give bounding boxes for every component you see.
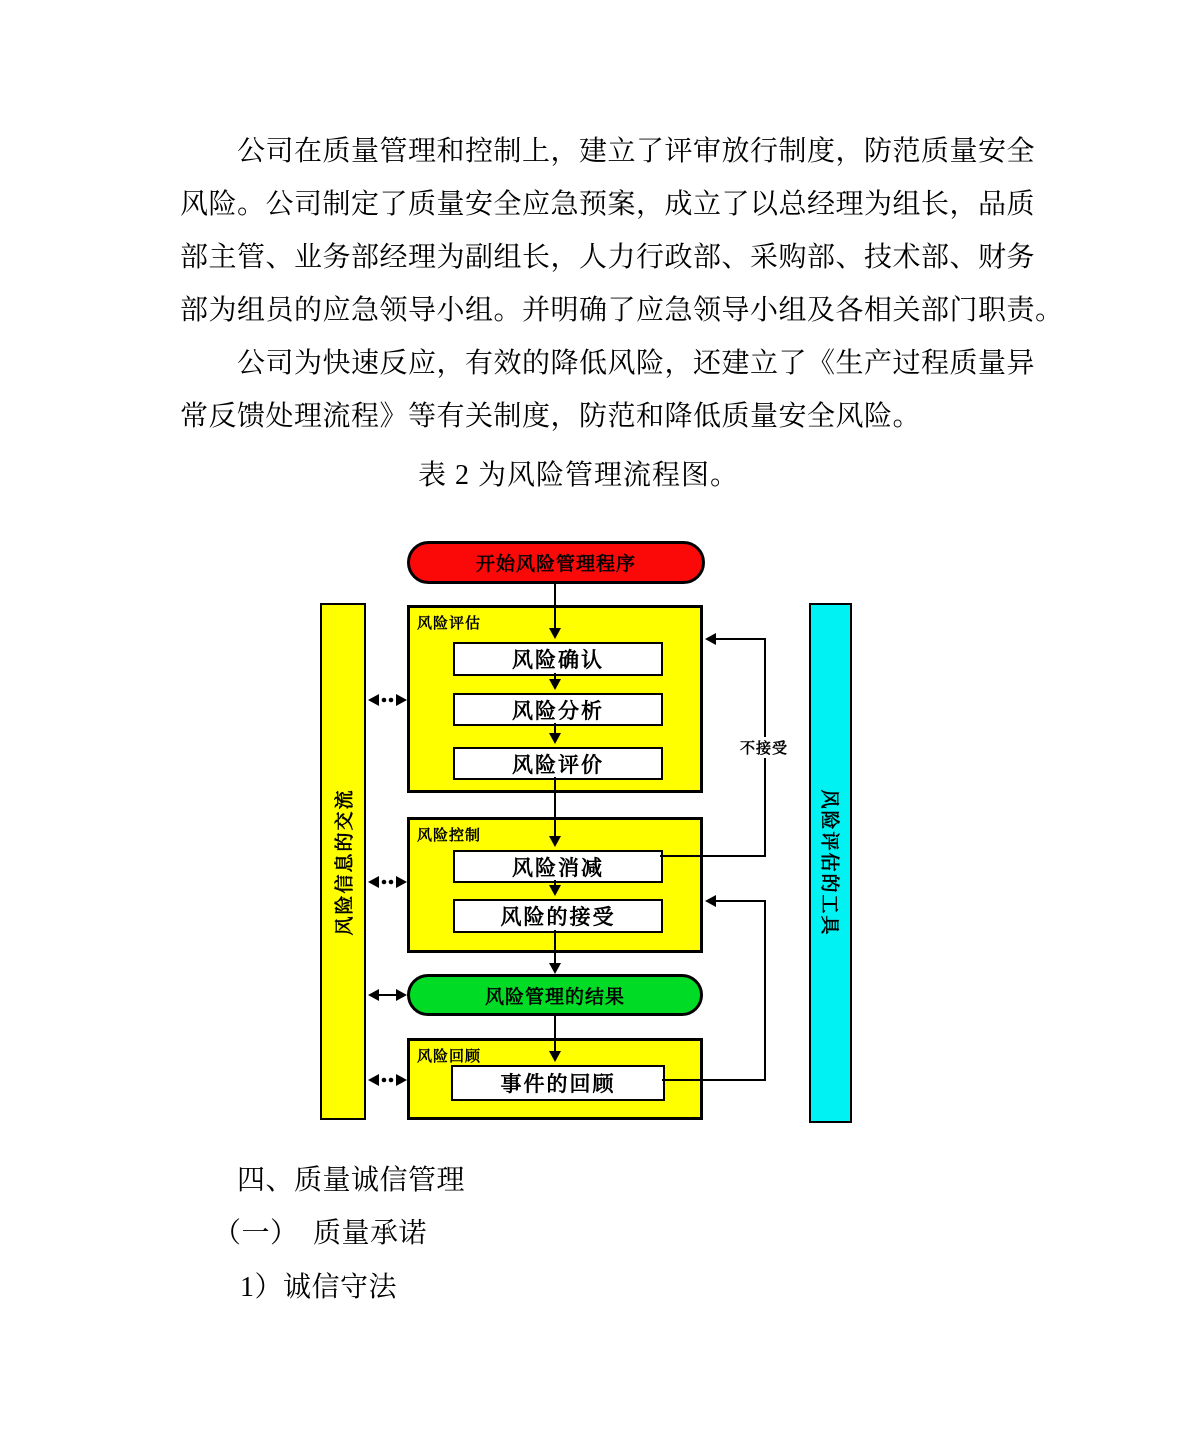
group-risk-assessment [407,605,703,793]
dotted-link-control [368,876,407,888]
result-node [407,974,703,1016]
item-heading: 1）诚信守法 [240,1272,398,1303]
right-bar-assessment-tools [809,603,852,1123]
paragraph-line: 部为组员的应急领导小组。并明确了应急领导小组及各相关部门职责。 [180,295,1064,326]
subsection-heading: （一） 质量承诺 [213,1218,428,1249]
group-risk-review-label: 风险回顾 [417,1048,482,1065]
section-heading: 四、质量诚信管理 [237,1165,466,1196]
table-caption: 表 2 为风险管理流程图。 [417,460,739,491]
dotted-link-assessment [368,694,407,706]
result-node-label: 风险管理的结果 [484,986,625,1008]
group-risk-control-label: 风险控制 [417,827,482,844]
paragraph-line: 公司为快速反应，有效的降低风险，还建立了《生产过程质量异 [237,348,1036,379]
solid-link-result [368,989,407,1001]
paragraph-line: 公司在质量管理和控制上，建立了评审放行制度，防范质量安全 [237,136,1036,167]
paragraph-line: 常反馈处理流程》等有关制度，防范和降低质量安全风险。 [180,401,922,432]
node-risk-confirmation: 风险确认 [453,642,663,676]
right-bar-label: 风险评估的工具 [818,789,839,937]
group-risk-assessment-label: 风险评估 [417,615,482,632]
node-risk-acceptance: 风险的接受 [453,899,663,933]
paragraph-line: 风险。公司制定了质量安全应急预案，成立了以总经理为组长，品质 [180,189,1036,220]
left-bar-risk-communication [320,603,366,1120]
node-risk-reduction: 风险消减 [453,850,663,883]
start-node [407,541,705,584]
dotted-link-review [368,1074,407,1086]
node-event-review: 事件的回顾 [451,1065,665,1101]
group-risk-review [407,1038,703,1120]
left-bar-label: 风险信息的交流 [334,787,356,936]
start-node-label: 开始风险管理程序 [475,554,636,575]
paragraph-line: 部主管、业务部经理为副组长，人力行政部、采购部、技术部、财务 [180,242,1036,273]
node-risk-evaluation: 风险评价 [453,747,663,780]
reject-label: 不接受 [738,737,790,758]
node-risk-analysis: 风险分析 [453,693,663,726]
group-risk-control [407,817,703,953]
